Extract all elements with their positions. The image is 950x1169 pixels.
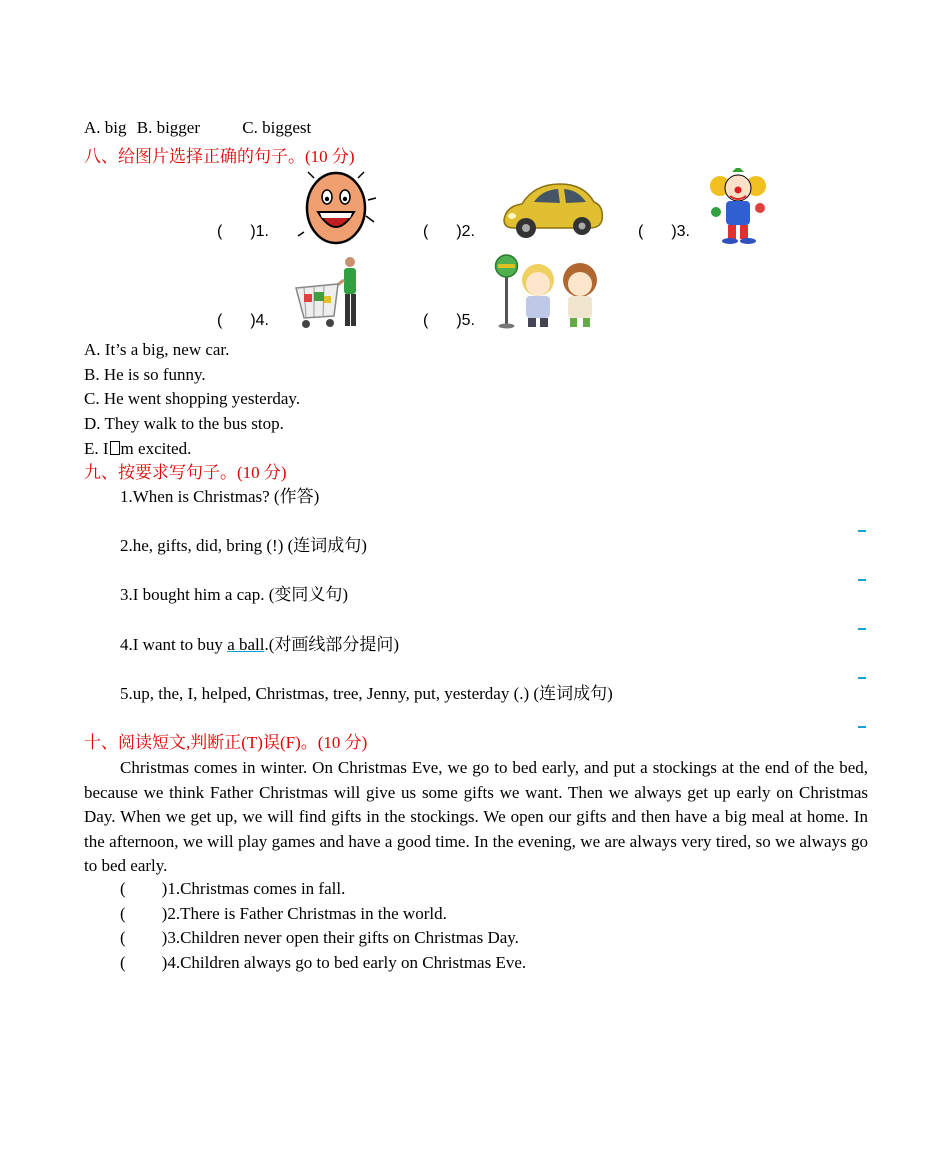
answer-line-1[interactable] bbox=[858, 530, 866, 532]
question-9-5: 5.up, the, I, helped, Christmas, tree, Jenny, put, yesterday (.) (连词成句) bbox=[120, 684, 613, 703]
picture-item-4-label: ( )4. bbox=[217, 312, 269, 329]
picture-item-2-label: ( )2. bbox=[423, 223, 475, 240]
picture-item-3-label: ( )3. bbox=[638, 223, 690, 240]
option-d-sentence: D. They walk to the bus stop. bbox=[84, 414, 284, 433]
answer-line-2[interactable] bbox=[858, 579, 866, 581]
section-9-title: 九、按要求写句子。(10 分) bbox=[84, 463, 287, 482]
section-8-title: 八、给图片选择正确的句子。(10 分) bbox=[84, 147, 355, 166]
picture-item-1-label: ( )1. bbox=[217, 223, 269, 240]
question-9-3: 3.I bought him a cap. (变同义句) bbox=[120, 585, 349, 604]
reading-passage: Christmas comes in winter. On Christmas Eve, we go to bed early, and put a stockings at the end of the bed, because we think Father Christmas will give us some gifts we want. Then we always get up early on Christmas Day. When we get up, we will find gifts in the stockings. We open our gifts and then have a big meal at home. In the afternoon, we will play games and have a good time. In the evening, we are always very tired, so we always go to bed early. bbox=[84, 758, 868, 875]
children-bus-stop-icon bbox=[492, 254, 606, 330]
option-b: B. bigger bbox=[136, 118, 201, 137]
answer-line-5[interactable] bbox=[858, 726, 866, 728]
option-c: C. biggest bbox=[242, 118, 312, 137]
yellow-car-icon bbox=[498, 176, 606, 246]
answer-line-3[interactable] bbox=[858, 628, 866, 630]
smiling-face-icon bbox=[296, 170, 378, 246]
judge-question-3: ( )3.Children never open their gifts on Christmas Day. bbox=[120, 928, 519, 947]
answer-options-row bbox=[84, 117, 311, 139]
option-b-sentence: B. He is so funny. bbox=[84, 365, 206, 384]
clown-icon bbox=[706, 168, 770, 244]
shopping-cart-icon bbox=[294, 256, 364, 332]
option-e-sentence: E. I m excited. bbox=[84, 439, 192, 458]
section-10-title: 十、阅读短文,判断正(T)误(F)。(10 分) bbox=[84, 733, 368, 752]
question-9-2: 2.he, gifts, did, bring (!) (连词成句) bbox=[120, 536, 367, 555]
question-9-1: 1.When is Christmas? (作答) bbox=[120, 487, 320, 506]
judge-question-1: ( )1.Christmas comes in fall. bbox=[120, 879, 346, 898]
picture-item-5-label: ( )5. bbox=[423, 312, 475, 329]
underlined-phrase: a ball bbox=[227, 635, 265, 654]
judge-question-4: ( )4.Children always go to bed early on Christmas Eve. bbox=[120, 953, 527, 972]
option-c-sentence: C. He went shopping yesterday. bbox=[84, 389, 301, 408]
answer-line-4[interactable] bbox=[858, 677, 866, 679]
option-a-sentence: A. It’s a big, new car. bbox=[84, 340, 230, 359]
judge-question-2: ( )2.There is Father Christmas in the world. bbox=[120, 904, 447, 923]
missing-glyph-box bbox=[110, 441, 120, 455]
option-a: A. big bbox=[84, 118, 127, 137]
question-9-4: 4.I want to buy a ball.(对画线部分提问) bbox=[120, 635, 400, 654]
